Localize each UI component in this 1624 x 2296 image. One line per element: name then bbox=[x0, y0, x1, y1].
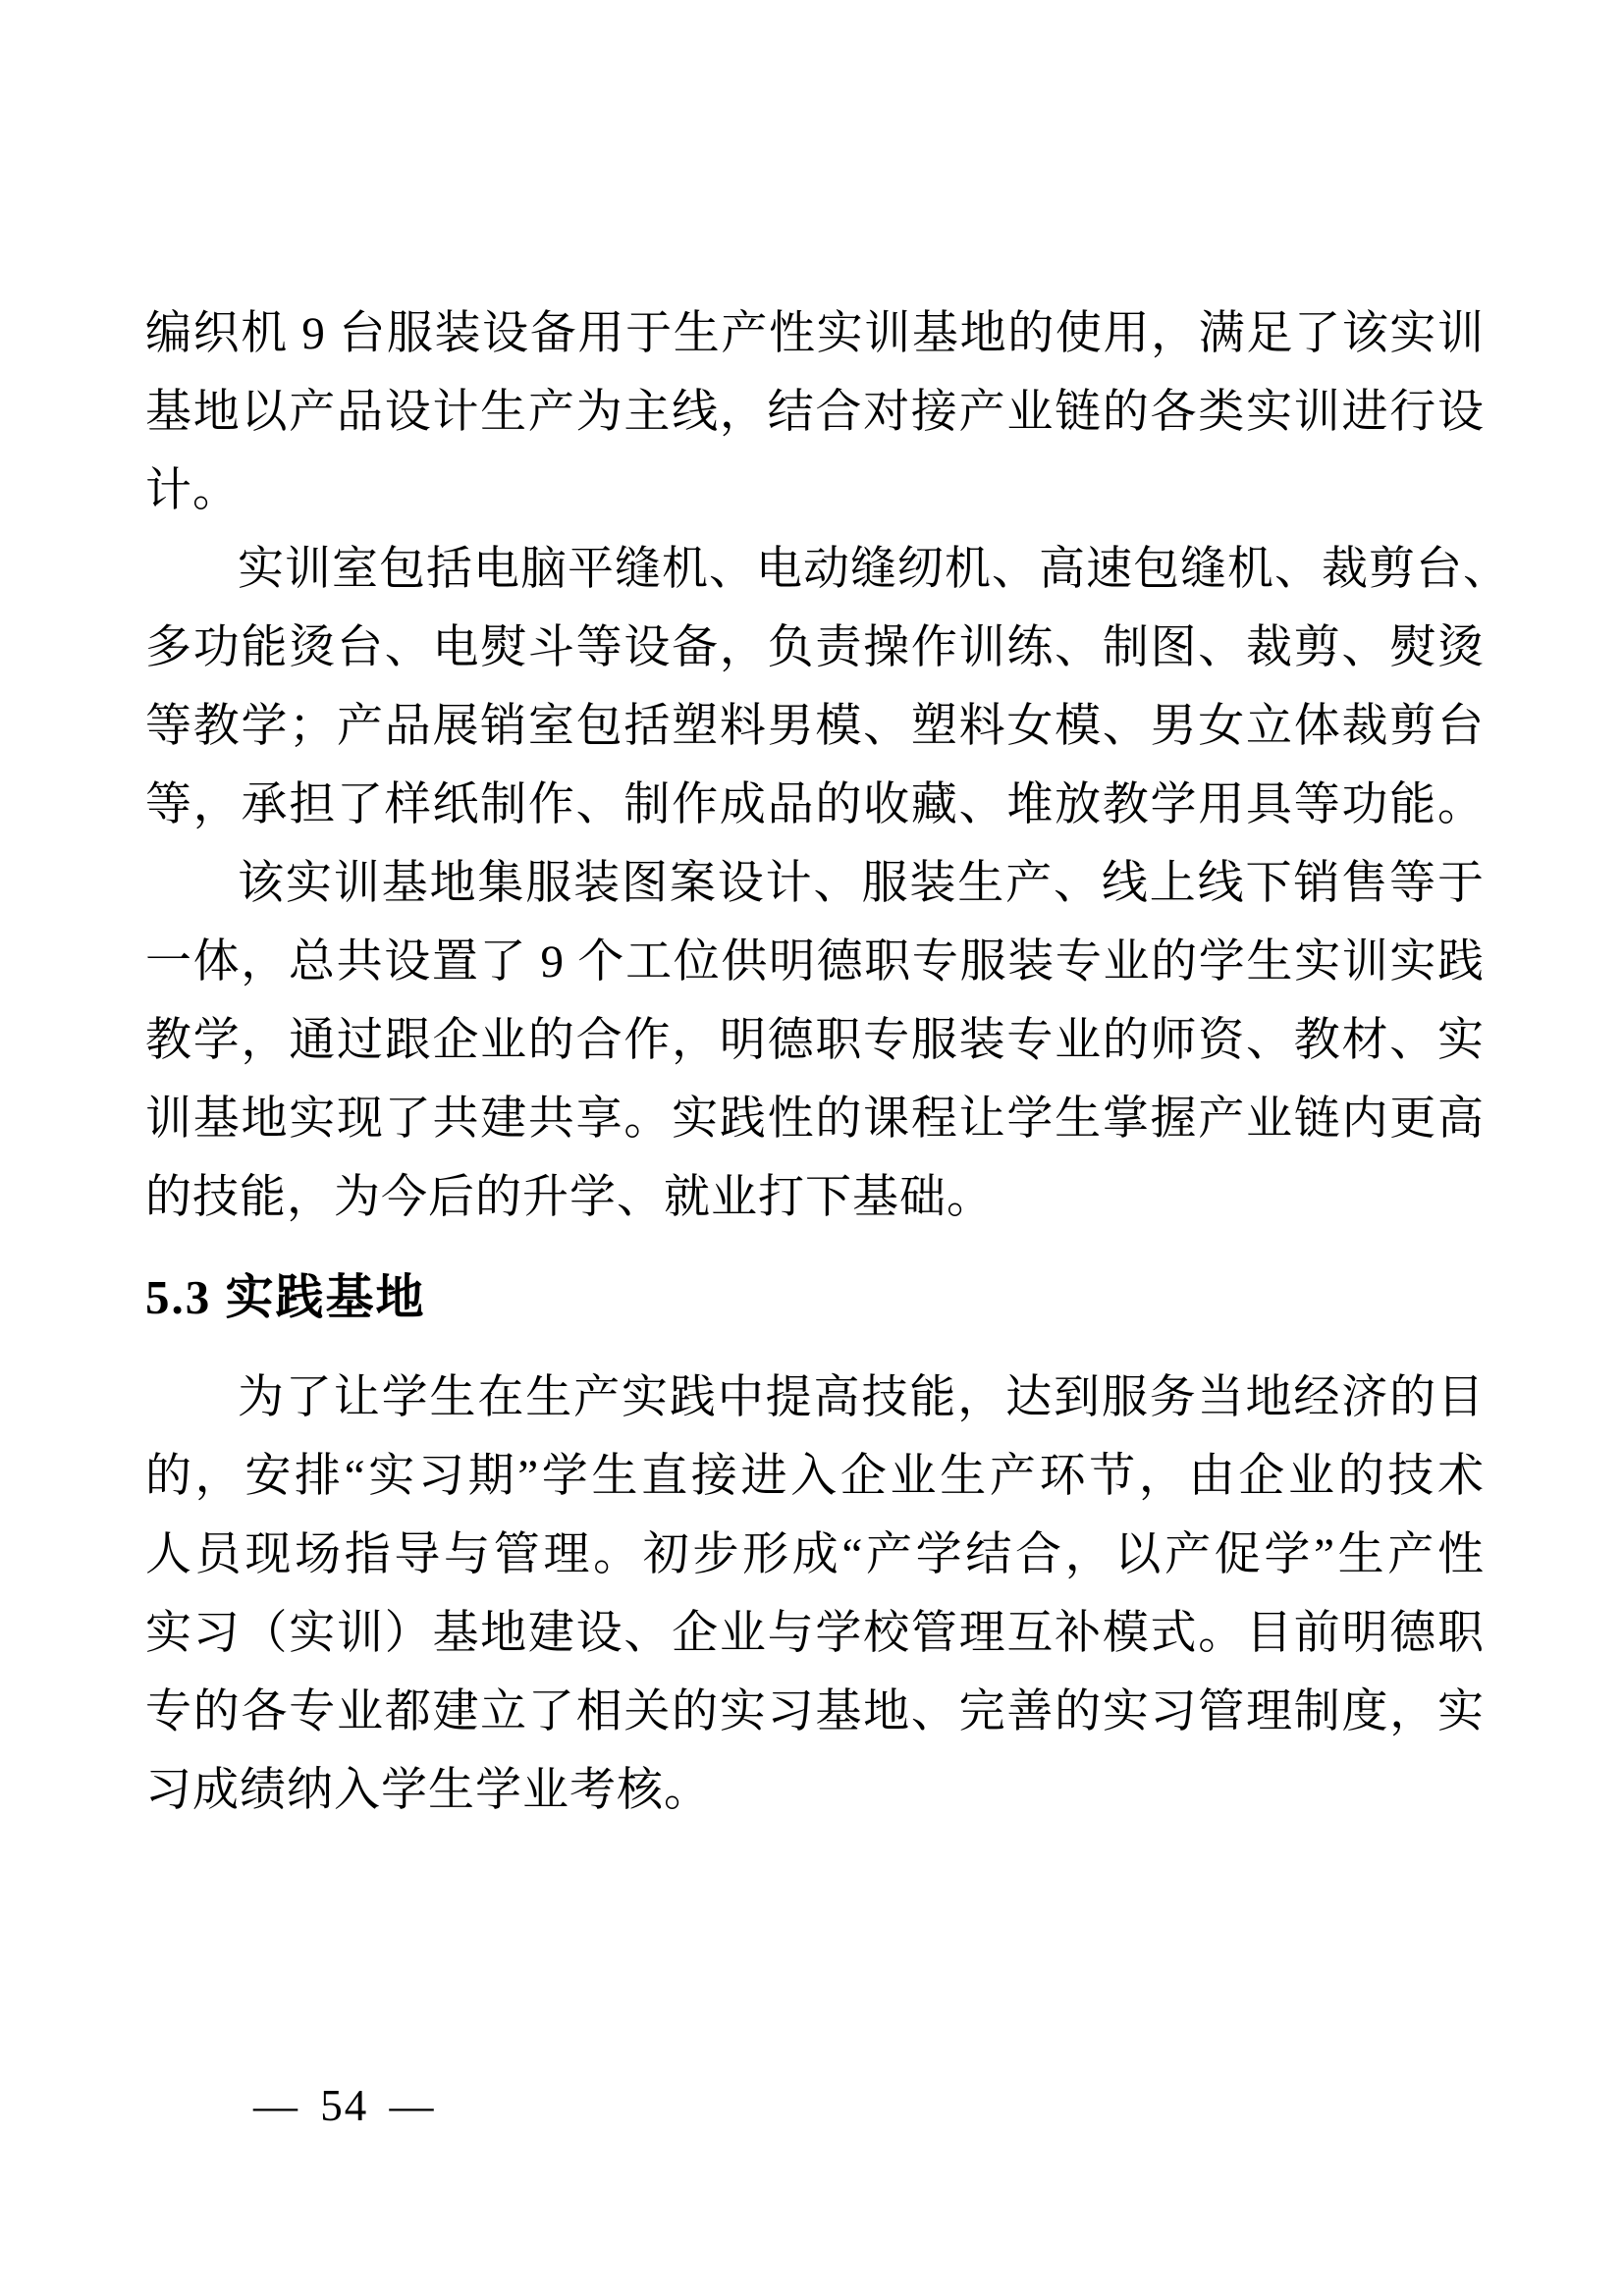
body-line: 多功能烫台、电熨斗等设备，负责操作训练、制图、裁剪、熨烫 bbox=[145, 622, 1485, 673]
body-line: 人员现场指导与管理。初步形成“产学结合，以产促学”生产性 bbox=[145, 1529, 1485, 1580]
page-number: — 54 — bbox=[253, 2081, 436, 2130]
body-line: 的技能，为今后的升学、就业打下基础。 bbox=[145, 1172, 994, 1223]
body-line: 训基地实现了共建共享。实践性的课程让学生掌握产业链内更高 bbox=[145, 1094, 1485, 1145]
body-line: 等，承担了样纸制作、制作成品的收藏、堆放教学用具等功能。 bbox=[145, 779, 1485, 830]
body-line: 编织机 9 台服装设备用于生产性实训基地的使用，满足了该实训 bbox=[145, 308, 1485, 359]
body-line: 教学，通过跟企业的合作，明德职专服装专业的师资、教材、实 bbox=[145, 1015, 1485, 1066]
body-line: 实训室包括电脑平缝机、电动缝纫机、高速包缝机、裁剪台、 bbox=[238, 544, 1510, 595]
body-line: 习成绩纳入学生学业考核。 bbox=[145, 1765, 711, 1816]
document-body bbox=[145, 294, 1510, 1830]
body-line: 计。 bbox=[145, 465, 240, 516]
body-line: 的，安排“实习期”学生直接进入企业生产环节，由企业的技术 bbox=[145, 1451, 1485, 1502]
body-line: 专的各专业都建立了相关的实习基地、完善的实习管理制度，实 bbox=[145, 1686, 1485, 1737]
body-line: 一体，总共设置了 9 个工位供明德职专服装专业的学生实训实践 bbox=[145, 936, 1485, 988]
section-heading-5-3: 5.3 实践基地 bbox=[145, 1270, 426, 1324]
body-line: 等教学；产品展销室包括塑料男模、塑料女模、男女立体裁剪台 bbox=[145, 701, 1485, 752]
body-line: 该实训基地集服装图案设计、服装生产、线上线下销售等于 bbox=[238, 858, 1485, 909]
body-line: 实习（实训）基地建设、企业与学校管理互补模式。目前明德职 bbox=[145, 1608, 1485, 1659]
body-line: 为了让学生在生产实践中提高技能，达到服务当地经济的目 bbox=[238, 1372, 1485, 1423]
body-line: 基地以产品设计生产为主线，结合对接产业链的各类实训进行设 bbox=[145, 387, 1485, 438]
